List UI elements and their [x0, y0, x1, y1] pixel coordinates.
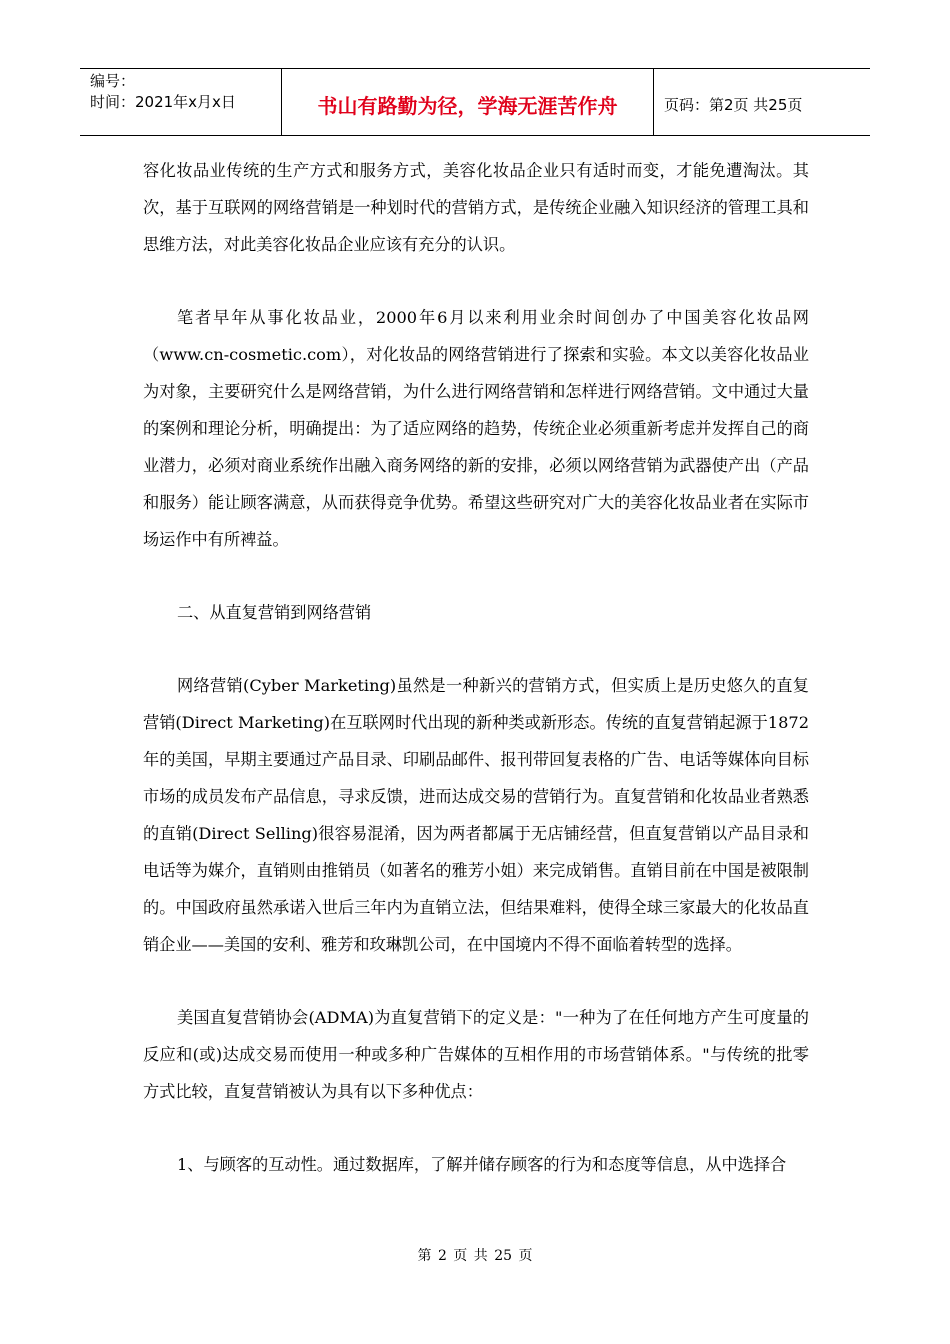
header-page-cell [654, 69, 870, 135]
document-body [143, 152, 809, 1183]
paragraph-gap [143, 963, 809, 999]
header-page-code: 页码：第2页 共25页 [664, 95, 803, 114]
section-heading: 二、从直复营销到网络营销 [177, 603, 372, 622]
paragraph: 笔者早年从事化妆品业，2000年6月以来利用业余时间创办了中国美容化妆品网（www.cn-cosmetic.com），对化妆品的网络营销进行了探索和实验。本文以美容化妆品业为对象，主要研究什么是网络营销，为什么进行网络营销和怎样进行网络营销。文中通过大量的案例和理论分析，明确提出：为了适应网络的趋势，传统企业必须重新考虑并发挥自己的商业潜力，必须对商业系统作出融入商务网络的新的安排，必须以网络营销为武器使产出（产品和服务）能让顾客满意，从而获得竞争优势。希望这些研究对广大的美容化妆品业者在实际市场运作中有所裨益。 [143, 308, 809, 549]
paragraph-gap [143, 631, 809, 667]
paragraph: 网络营销(Cyber Marketing)虽然是一种新兴的营销方式，但实质上是历史悠久的直复营销(Direct Marketing)在互联网时代出现的新种类或新形态。传统的直复营销起源于1872年的美国，早期主要通过产品目录、印刷品邮件、报刊带回复表格的广告、电话等媒体向目标市场的成员发布产品信息，寻求反馈，进而达成交易的营销行为。直复营销和化妆品业者熟悉的直销(Direct Selling)很容易混淆，因为两者都属于无店铺经营，但直复营销以产品目录和电话等为媒介，直销则由推销员（如著名的雅芳小姐）来完成销售。直销目前在中国是被限制的。中国政府虽然承诺入世后三年内为直销立法，但结果难料，使得全球三家最大的化妆品直销企业——美国的安利、雅芳和玫琳凯公司，在中国境内不得不面临着转型的选择。 [143, 676, 809, 954]
paragraph: 美国直复营销协会(ADMA)为直复营销下的定义是："一种为了在任何地方产生可度量的反应和(或)达成交易而使用一种或多种广告媒体的互相作用的市场营销体系。"与传统的批零方式比较，直复营销被认为具有以下多种优点： [143, 1008, 809, 1101]
header-meta-cell [80, 69, 282, 135]
header-motto: 书山有路勤为径，学海无涯苦作舟 [317, 93, 618, 118]
document-header [80, 68, 870, 136]
paragraph-gap [143, 1110, 809, 1146]
page-footer: 第 2 页 共 25 页 [417, 1248, 533, 1264]
list-item-paragraph: 1、与顾客的互动性。通过数据库，了解并储存顾客的行为和态度等信息，从中选择合 [177, 1155, 787, 1174]
document-time-label: 时间：2021年x月x日 [90, 93, 236, 111]
paragraph-gap [143, 558, 809, 594]
paragraph: 容化妆品业传统的生产方式和服务方式，美容化妆品企业只有适时而变，才能免遭淘汰。其次，基于互联网的网络营销是一种划时代的营销方式，是传统企业融入知识经济的管理工具和思维方法，对此美容化妆品企业应该有充分的认识。 [143, 161, 809, 254]
header-motto-cell [282, 69, 654, 135]
paragraph-gap [143, 263, 809, 299]
document-number-label: 编号： [90, 72, 136, 90]
